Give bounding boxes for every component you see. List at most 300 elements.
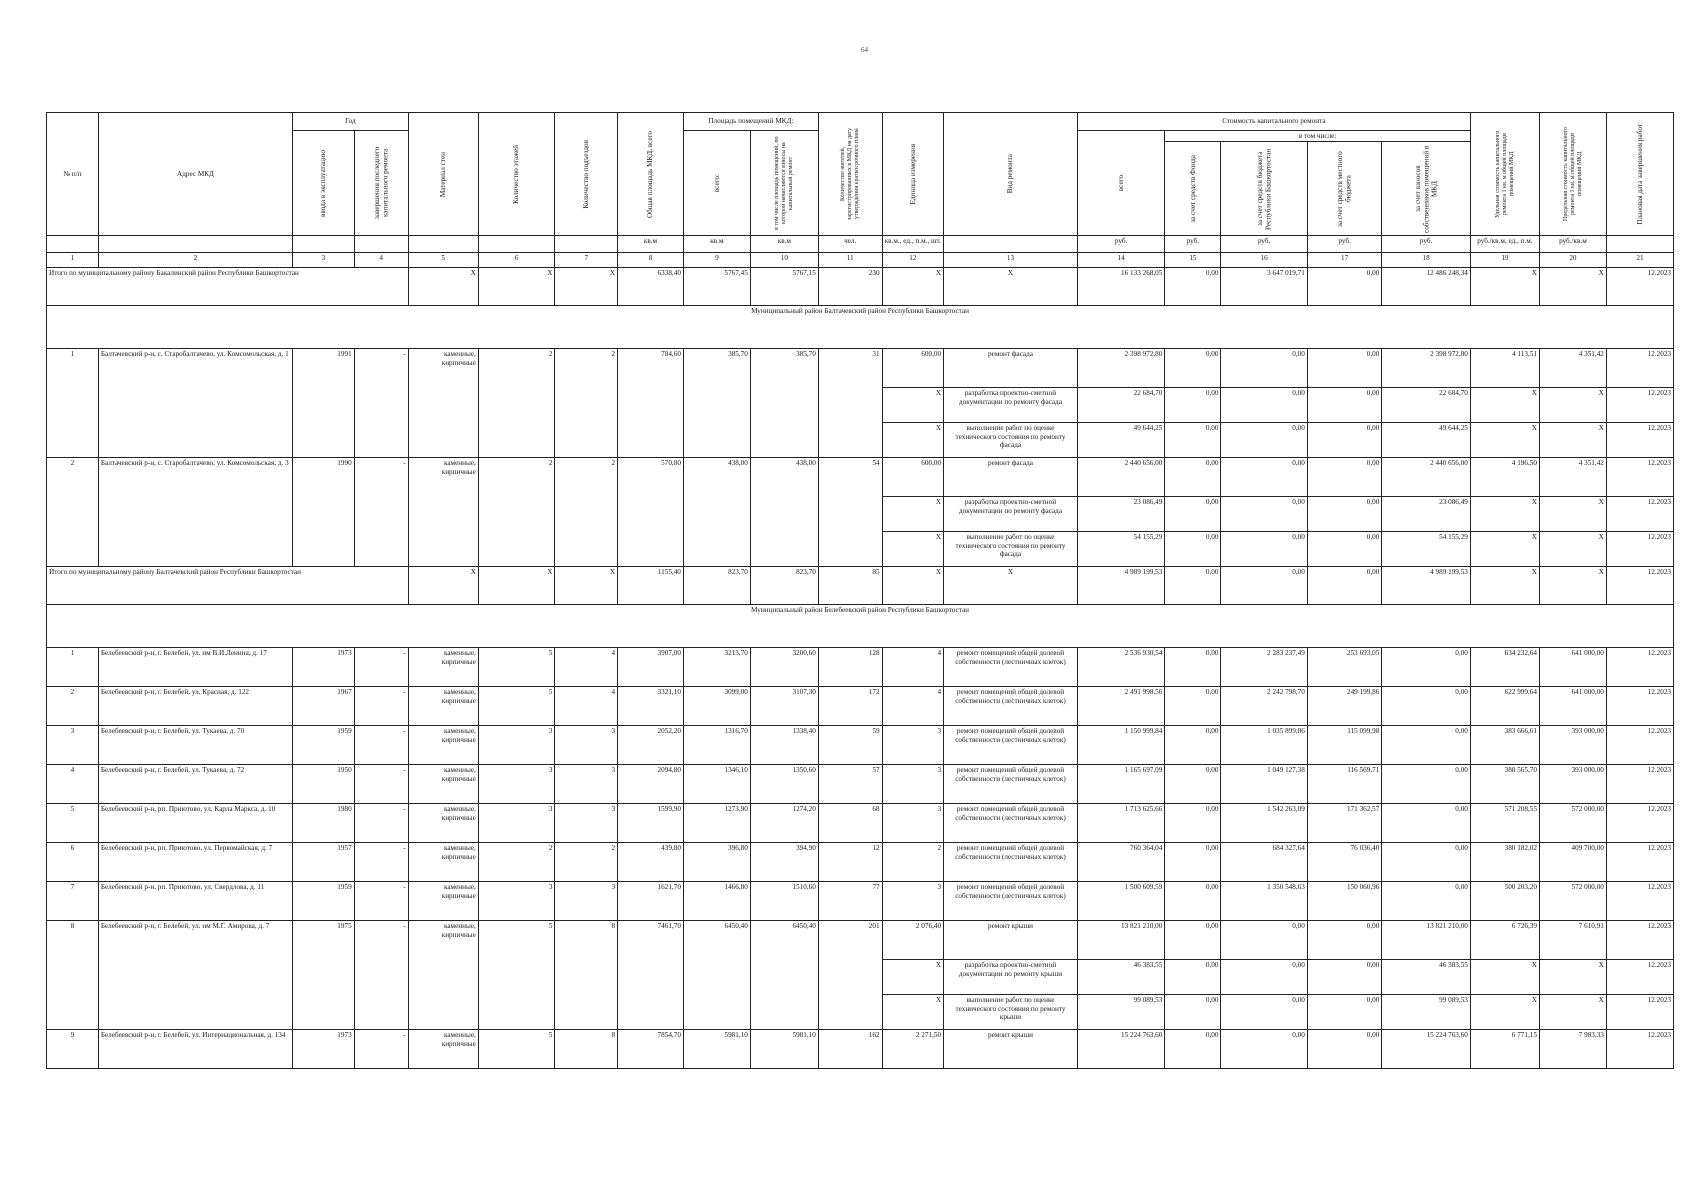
row-local: 115 099,98 xyxy=(1307,726,1381,765)
row-unit: X xyxy=(882,532,944,567)
row-local: 249 199,86 xyxy=(1307,687,1381,726)
row-repair-type: ремонт фасада xyxy=(944,349,1078,388)
row-uc: 380 182,02 xyxy=(1470,843,1539,882)
row-ta: 570,80 xyxy=(618,458,684,567)
row-aa: 438,00 xyxy=(683,458,750,567)
row-aa: 1316,70 xyxy=(683,726,750,765)
table-row xyxy=(47,726,1674,765)
total-mcost: X xyxy=(1539,268,1606,306)
row-aa: 5981,10 xyxy=(683,1030,750,1069)
row-rep: 0,00 xyxy=(1221,960,1307,995)
row-year-last-repair: - xyxy=(354,349,408,458)
row-fund: 0,00 xyxy=(1165,648,1221,687)
capital-repair-table xyxy=(46,112,1674,1069)
row-ap: 5981,10 xyxy=(750,1030,818,1069)
row-cost: 49 644,25 xyxy=(1077,423,1164,458)
row-rep: 2 242 798,70 xyxy=(1221,687,1307,726)
row-unit: 3 xyxy=(882,726,944,765)
row-date: 12.2023 xyxy=(1606,882,1673,921)
row-unit: X xyxy=(882,388,944,423)
unit-cell xyxy=(98,236,292,253)
row-fund: 0,00 xyxy=(1165,687,1221,726)
row-ta: 3321,10 xyxy=(618,687,684,726)
total-entr: X xyxy=(555,567,618,605)
row-en: 2 xyxy=(555,349,618,458)
table-row xyxy=(47,843,1674,882)
row-cost: 2 440 656,00 xyxy=(1077,458,1164,497)
row-res: 77 xyxy=(818,882,882,921)
total-mat: X xyxy=(408,268,478,306)
header-cost-republic: за счет средств бюджета Республики Башкортостан xyxy=(1221,142,1307,236)
row-date: 12.2023 xyxy=(1606,804,1673,843)
row-ap: 1274,20 xyxy=(750,804,818,843)
row-wall-material: каменные, кирпичные xyxy=(408,458,478,567)
row-res: 57 xyxy=(818,765,882,804)
row-uc: 571 208,55 xyxy=(1470,804,1539,843)
row-fl: 3 xyxy=(478,882,555,921)
row-fl: 3 xyxy=(478,726,555,765)
row-en: 3 xyxy=(555,765,618,804)
column-number-cell: 9 xyxy=(683,253,750,268)
row-date: 12.2023 xyxy=(1606,648,1673,687)
row-repair-type: разработка проектно-сметной документации по ремонту фасада xyxy=(944,497,1078,532)
row-fund: 0,00 xyxy=(1165,882,1221,921)
row-ap: 3200,60 xyxy=(750,648,818,687)
row-number: 9 xyxy=(47,1030,99,1069)
row-number: 2 xyxy=(47,458,99,567)
row-wall-material: каменные, кирпичные xyxy=(408,349,478,458)
row-rep: 2 283 237,49 xyxy=(1221,648,1307,687)
column-number-cell: 14 xyxy=(1077,253,1164,268)
row-wall-material: каменные, кирпичные xyxy=(408,687,478,726)
row-ap: 1338,40 xyxy=(750,726,818,765)
row-date: 12.2023 xyxy=(1606,921,1673,960)
row-fund: 0,00 xyxy=(1165,804,1221,843)
row-repair-type: разработка проектно-сметной документации по ремонту крыши xyxy=(944,960,1078,995)
row-address: Белебеевский р-н, рп. Приютово, ул. Свердлова, д. 11 xyxy=(98,882,292,921)
unit-cell: руб. xyxy=(1382,236,1471,253)
row-number: 6 xyxy=(47,843,99,882)
unit-cell: руб. xyxy=(1307,236,1381,253)
table-row xyxy=(47,458,1674,497)
row-mc: X xyxy=(1539,532,1606,567)
row-number: 1 xyxy=(47,349,99,458)
row-year-commission: 1975 xyxy=(293,921,355,1030)
row-address: Белебеевский р-н, г. Белебей, ул. им М.Г. Амирова, д. 7 xyxy=(98,921,292,1030)
row-repair-type: ремонт помещений общей долевой собственности (лестничных клеток) xyxy=(944,687,1078,726)
row-mc: 409 700,00 xyxy=(1539,843,1606,882)
total-local: 0,00 xyxy=(1307,268,1381,306)
row-repair-type: ремонт помещений общей долевой собственности (лестничных клеток) xyxy=(944,648,1078,687)
row-repair-type: разработка проектно-сметной документации по ремонту фасада xyxy=(944,388,1078,423)
row-mc: 641 000,00 xyxy=(1539,687,1606,726)
total-unit: X xyxy=(882,567,944,605)
row-fl: 5 xyxy=(478,687,555,726)
row-date: 12.2023 xyxy=(1606,349,1673,388)
row-wall-material: каменные, кирпичные xyxy=(408,765,478,804)
row-rep: 0,00 xyxy=(1221,497,1307,532)
row-local: 116 569,71 xyxy=(1307,765,1381,804)
header-cost-owners: за счет взносов собственников помещений в МКД xyxy=(1382,142,1471,236)
row-local: 0,00 xyxy=(1307,921,1381,960)
total-label: Итого по муниципальному району Бакалинский район Республики Башкортостан xyxy=(47,268,409,306)
row-year-commission: 1973 xyxy=(293,1030,355,1069)
row-ta: 7461,70 xyxy=(618,921,684,1030)
unit-cell: кв.м xyxy=(683,236,750,253)
total-area_all: 823,70 xyxy=(683,567,750,605)
header-floors: Количество этажей xyxy=(478,113,555,236)
total-area_all: 5767,45 xyxy=(683,268,750,306)
unit-cell xyxy=(555,236,618,253)
row-wall-material: каменные, кирпичные xyxy=(408,921,478,1030)
row-own: 0,00 xyxy=(1382,648,1471,687)
row-rep: 1 542 263,09 xyxy=(1221,804,1307,843)
row-unit: 4 xyxy=(882,687,944,726)
row-en: 2 xyxy=(555,843,618,882)
row-repair-type: выполнение работ по оценке технического состояния по ремонту фасада xyxy=(944,532,1078,567)
row-mc: 7 610,91 xyxy=(1539,921,1606,960)
column-number-cell: 13 xyxy=(944,253,1078,268)
column-number-cell: 18 xyxy=(1382,253,1471,268)
total-ucost: X xyxy=(1470,268,1539,306)
row-unit: 2 076,40 xyxy=(882,921,944,960)
row-local: 0,00 xyxy=(1307,532,1381,567)
unit-cell xyxy=(47,236,99,253)
row-mc: X xyxy=(1539,995,1606,1030)
column-number-cell: 8 xyxy=(618,253,684,268)
row-number: 1 xyxy=(47,648,99,687)
row-rep: 0,00 xyxy=(1221,423,1307,458)
row-year-last-repair: - xyxy=(354,804,408,843)
header-address: Адрес МКД xyxy=(98,113,292,236)
row-cost: 760 364,04 xyxy=(1077,843,1164,882)
row-aa: 6450,40 xyxy=(683,921,750,1030)
row-unit: 3 xyxy=(882,804,944,843)
row-res: 201 xyxy=(818,921,882,1030)
row-en: 4 xyxy=(555,648,618,687)
header-cost-group: Стоимость капитального ремонта xyxy=(1077,113,1470,131)
row-date: 12.2023 xyxy=(1606,687,1673,726)
column-number-cell: 4 xyxy=(354,253,408,268)
header-unit: Единица измерения xyxy=(882,113,944,236)
table-row xyxy=(47,804,1674,843)
row-aa: 1273,90 xyxy=(683,804,750,843)
total-row xyxy=(47,268,1674,306)
total-ucost: X xyxy=(1470,567,1539,605)
row-repair-type: выполнение работ по оценке технического состояния по ремонту фасада xyxy=(944,423,1078,458)
row-date: 12.2023 xyxy=(1606,843,1673,882)
column-number-cell: 19 xyxy=(1470,253,1539,268)
unit-cell: чел. xyxy=(818,236,882,253)
unit-cell: руб. xyxy=(1077,236,1164,253)
total-entr: X xyxy=(555,268,618,306)
total-area_pay: 823,70 xyxy=(750,567,818,605)
row-fund: 0,00 xyxy=(1165,726,1221,765)
row-res: 68 xyxy=(818,804,882,843)
row-own: 13 821 210,00 xyxy=(1382,921,1471,960)
row-unit: X xyxy=(882,960,944,995)
total-own: 4 989 199,53 xyxy=(1382,567,1471,605)
units-row xyxy=(47,236,1674,253)
total-date: 12.2023 xyxy=(1606,567,1673,605)
column-number-cell: 10 xyxy=(750,253,818,268)
row-year-commission: 1959 xyxy=(293,882,355,921)
row-local: 0,00 xyxy=(1307,1030,1381,1069)
row-uc: 383 666,61 xyxy=(1470,726,1539,765)
row-own: 2 440 656,00 xyxy=(1382,458,1471,497)
row-unit: 600,00 xyxy=(882,349,944,388)
row-uc: 388 565,70 xyxy=(1470,765,1539,804)
row-en: 8 xyxy=(555,921,618,1030)
header-year-last-repair: завершения последнего капитального ремонта xyxy=(354,131,408,236)
total-residents: 230 xyxy=(818,268,882,306)
row-aa: 3213,70 xyxy=(683,648,750,687)
table-row xyxy=(47,1030,1674,1069)
row-own: 49 644,25 xyxy=(1382,423,1471,458)
header-area-paying: в том числе площадь помещений, по которой начисляются взносы на капитальный ремонт xyxy=(750,131,818,236)
page-number: 64 xyxy=(861,46,868,54)
unit-cell: кв.м., ед., п.м., шт. xyxy=(882,236,944,253)
row-res: 172 xyxy=(818,687,882,726)
column-number-cell: 16 xyxy=(1221,253,1307,268)
row-uc: X xyxy=(1470,497,1539,532)
total-rep: 0,00 xyxy=(1221,567,1307,605)
row-number: 7 xyxy=(47,882,99,921)
row-mc: 7 983,33 xyxy=(1539,1030,1606,1069)
row-cost: 1 150 999,84 xyxy=(1077,726,1164,765)
row-uc: 4 196,50 xyxy=(1470,458,1539,497)
row-address: Белебеевский р-н, г. Белебей, ул. Интернациональная, д. 134 xyxy=(98,1030,292,1069)
row-res: 162 xyxy=(818,1030,882,1069)
total-fund: 0,00 xyxy=(1165,567,1221,605)
total-date: 12.2023 xyxy=(1606,268,1673,306)
row-ta: 2094,80 xyxy=(618,765,684,804)
row-year-commission: 1957 xyxy=(293,843,355,882)
row-local: 0,00 xyxy=(1307,349,1381,388)
table-row xyxy=(47,687,1674,726)
row-repair-type: ремонт помещений общей долевой собственности (лестничных клеток) xyxy=(944,843,1078,882)
total-repair: X xyxy=(944,268,1078,306)
row-mc: 572 000,00 xyxy=(1539,882,1606,921)
row-fund: 0,00 xyxy=(1165,921,1221,960)
row-uc: 6 771,15 xyxy=(1470,1030,1539,1069)
row-own: 54 155,29 xyxy=(1382,532,1471,567)
row-en: 3 xyxy=(555,804,618,843)
row-address: Балтачевский р-н, с. Старобалтачево, ул. Комсомольская, д. 1 xyxy=(98,349,292,458)
row-mc: X xyxy=(1539,497,1606,532)
row-year-last-repair: - xyxy=(354,882,408,921)
row-unit: 2 271,50 xyxy=(882,1030,944,1069)
row-address: Балтачевский р-н, с. Старобалтачево, ул. Комсомольская, д. 3 xyxy=(98,458,292,567)
row-year-last-repair: - xyxy=(354,843,408,882)
row-fl: 2 xyxy=(478,458,555,567)
row-en: 8 xyxy=(555,1030,618,1069)
section-title: Муниципальный район Белебеевский район Республики Башкортостан xyxy=(47,605,1674,648)
row-unit: 3 xyxy=(882,765,944,804)
row-mc: X xyxy=(1539,388,1606,423)
row-fl: 5 xyxy=(478,1030,555,1069)
row-rep: 1 035 899,86 xyxy=(1221,726,1307,765)
table-body xyxy=(47,268,1674,1069)
row-en: 4 xyxy=(555,687,618,726)
row-own: 0,00 xyxy=(1382,804,1471,843)
unit-cell xyxy=(944,236,1078,253)
row-fund: 0,00 xyxy=(1165,843,1221,882)
row-cost: 22 684,70 xyxy=(1077,388,1164,423)
row-wall-material: каменные, кирпичные xyxy=(408,726,478,765)
row-own: 0,00 xyxy=(1382,687,1471,726)
row-local: 171 362,57 xyxy=(1307,804,1381,843)
row-own: 0,00 xyxy=(1382,882,1471,921)
row-date: 12.2023 xyxy=(1606,532,1673,567)
header-year: Год xyxy=(293,113,409,131)
row-fund: 0,00 xyxy=(1165,960,1221,995)
row-mc: 4 351,42 xyxy=(1539,349,1606,388)
row-wall-material: каменные, кирпичные xyxy=(408,804,478,843)
row-address: Белебеевский р-н, г. Белебей, ул. Тукаева, д. 72 xyxy=(98,765,292,804)
row-address: Белебеевский р-н, г. Белебей, ул. им В.И.Ленина, д. 17 xyxy=(98,648,292,687)
row-aa: 1466,80 xyxy=(683,882,750,921)
row-mc: X xyxy=(1539,960,1606,995)
header-wall-material: Материал стен xyxy=(408,113,478,236)
row-ap: 6450,40 xyxy=(750,921,818,1030)
total-residents: 85 xyxy=(818,567,882,605)
total-row xyxy=(47,567,1674,605)
row-mc: 393 000,00 xyxy=(1539,765,1606,804)
row-own: 22 684,70 xyxy=(1382,388,1471,423)
row-rep: 0,00 xyxy=(1221,921,1307,960)
unit-cell: кв.м xyxy=(750,236,818,253)
column-number-cell: 3 xyxy=(293,253,355,268)
total-floors: X xyxy=(478,268,555,306)
row-fund: 0,00 xyxy=(1165,1030,1221,1069)
row-fund: 0,00 xyxy=(1165,388,1221,423)
row-cost: 1 713 625,66 xyxy=(1077,804,1164,843)
row-ap: 1510,60 xyxy=(750,882,818,921)
unit-cell: руб. xyxy=(1221,236,1307,253)
row-mc: 4 351,42 xyxy=(1539,458,1606,497)
header-no: № п/п xyxy=(47,113,99,236)
row-fund: 0,00 xyxy=(1165,532,1221,567)
row-wall-material: каменные, кирпичные xyxy=(408,843,478,882)
column-number-cell: 17 xyxy=(1307,253,1381,268)
column-number-cell: 11 xyxy=(818,253,882,268)
row-local: 0,00 xyxy=(1307,458,1381,497)
column-number-cell: 20 xyxy=(1539,253,1606,268)
row-rep: 0,00 xyxy=(1221,532,1307,567)
row-own: 23 086,49 xyxy=(1382,497,1471,532)
total-floors: X xyxy=(478,567,555,605)
row-uc: 6 726,39 xyxy=(1470,921,1539,960)
row-local: 253 693,05 xyxy=(1307,648,1381,687)
header-repair-type: Вид ремонта xyxy=(944,113,1078,236)
header-incl: в том числе: xyxy=(1165,131,1471,142)
row-res: 12 xyxy=(818,843,882,882)
row-cost: 54 155,29 xyxy=(1077,532,1164,567)
total-total_area: 1155,40 xyxy=(618,567,684,605)
row-wall-material: каменные, кирпичные xyxy=(408,1030,478,1069)
row-cost: 13 821 210,00 xyxy=(1077,921,1164,960)
row-year-last-repair: - xyxy=(354,458,408,567)
row-aa: 1346,10 xyxy=(683,765,750,804)
row-fund: 0,00 xyxy=(1165,423,1221,458)
row-local: 76 036,40 xyxy=(1307,843,1381,882)
row-repair-type: выполнение работ по оценке технического состояния по ремонту крыши xyxy=(944,995,1078,1030)
row-date: 12.2023 xyxy=(1606,960,1673,995)
row-repair-type: ремонт помещений общей долевой собственности (лестничных клеток) xyxy=(944,765,1078,804)
row-ta: 784,60 xyxy=(618,349,684,458)
row-year-commission: 1950 xyxy=(293,765,355,804)
row-uc: X xyxy=(1470,388,1539,423)
row-uc: 500 203,20 xyxy=(1470,882,1539,921)
row-own: 2 398 972,80 xyxy=(1382,349,1471,388)
row-year-commission: 1991 xyxy=(293,349,355,458)
row-cost: 1 165 697,09 xyxy=(1077,765,1164,804)
row-res: 59 xyxy=(818,726,882,765)
row-fl: 3 xyxy=(478,765,555,804)
row-cost: 2 536 930,54 xyxy=(1077,648,1164,687)
table-row xyxy=(47,882,1674,921)
table-row xyxy=(47,349,1674,388)
total-area_pay: 5767,15 xyxy=(750,268,818,306)
row-ta: 1599,90 xyxy=(618,804,684,843)
row-ta: 1621,70 xyxy=(618,882,684,921)
row-uc: X xyxy=(1470,960,1539,995)
column-number-cell: 5 xyxy=(408,253,478,268)
row-fl: 5 xyxy=(478,921,555,1030)
row-ap: 1350,60 xyxy=(750,765,818,804)
row-fund: 0,00 xyxy=(1165,995,1221,1030)
row-rep: 0,00 xyxy=(1221,995,1307,1030)
row-fund: 0,00 xyxy=(1165,349,1221,388)
row-en: 3 xyxy=(555,726,618,765)
section-row xyxy=(47,306,1674,349)
row-year-last-repair: - xyxy=(354,726,408,765)
row-cost: 23 086,49 xyxy=(1077,497,1164,532)
row-repair-type: ремонт фасада xyxy=(944,458,1078,497)
column-number-cell: 2 xyxy=(98,253,292,268)
unit-cell: руб./кв.м, ед., п.м. xyxy=(1470,236,1539,253)
row-ta: 3907,00 xyxy=(618,648,684,687)
row-unit: X xyxy=(882,423,944,458)
row-mc: 641 000,00 xyxy=(1539,648,1606,687)
header-planned-date: Плановая дата завершения работ xyxy=(1606,113,1673,236)
row-unit: X xyxy=(882,995,944,1030)
row-date: 12.2023 xyxy=(1606,497,1673,532)
row-year-commission: 1973 xyxy=(293,648,355,687)
total-fund: 0,00 xyxy=(1165,268,1221,306)
row-own: 0,00 xyxy=(1382,726,1471,765)
row-ap: 438,00 xyxy=(750,458,818,567)
row-fl: 2 xyxy=(478,349,555,458)
header-year-commission: ввода в эксплуатацию xyxy=(293,131,355,236)
row-cost: 15 224 763,60 xyxy=(1077,1030,1164,1069)
row-rep: 0,00 xyxy=(1221,349,1307,388)
row-wall-material: каменные, кирпичные xyxy=(408,648,478,687)
row-address: Белебеевский р-н, рп. Приютово, ул. Первомайская, д. 7 xyxy=(98,843,292,882)
row-own: 0,00 xyxy=(1382,765,1471,804)
row-ap: 385,70 xyxy=(750,349,818,458)
unit-cell: кв.м xyxy=(618,236,684,253)
row-ta: 2052,20 xyxy=(618,726,684,765)
row-address: Белебеевский р-н, г. Белебей, ул. Тукаева, д. 70 xyxy=(98,726,292,765)
row-fund: 0,00 xyxy=(1165,765,1221,804)
row-fund: 0,00 xyxy=(1165,458,1221,497)
row-address: Белебеевский р-н, г. Белебей, ул. Красная, д. 122 xyxy=(98,687,292,726)
row-cost: 2 491 998,56 xyxy=(1077,687,1164,726)
row-repair-type: ремонт помещений общей долевой собственности (лестничных клеток) xyxy=(944,882,1078,921)
unit-cell xyxy=(354,236,408,253)
